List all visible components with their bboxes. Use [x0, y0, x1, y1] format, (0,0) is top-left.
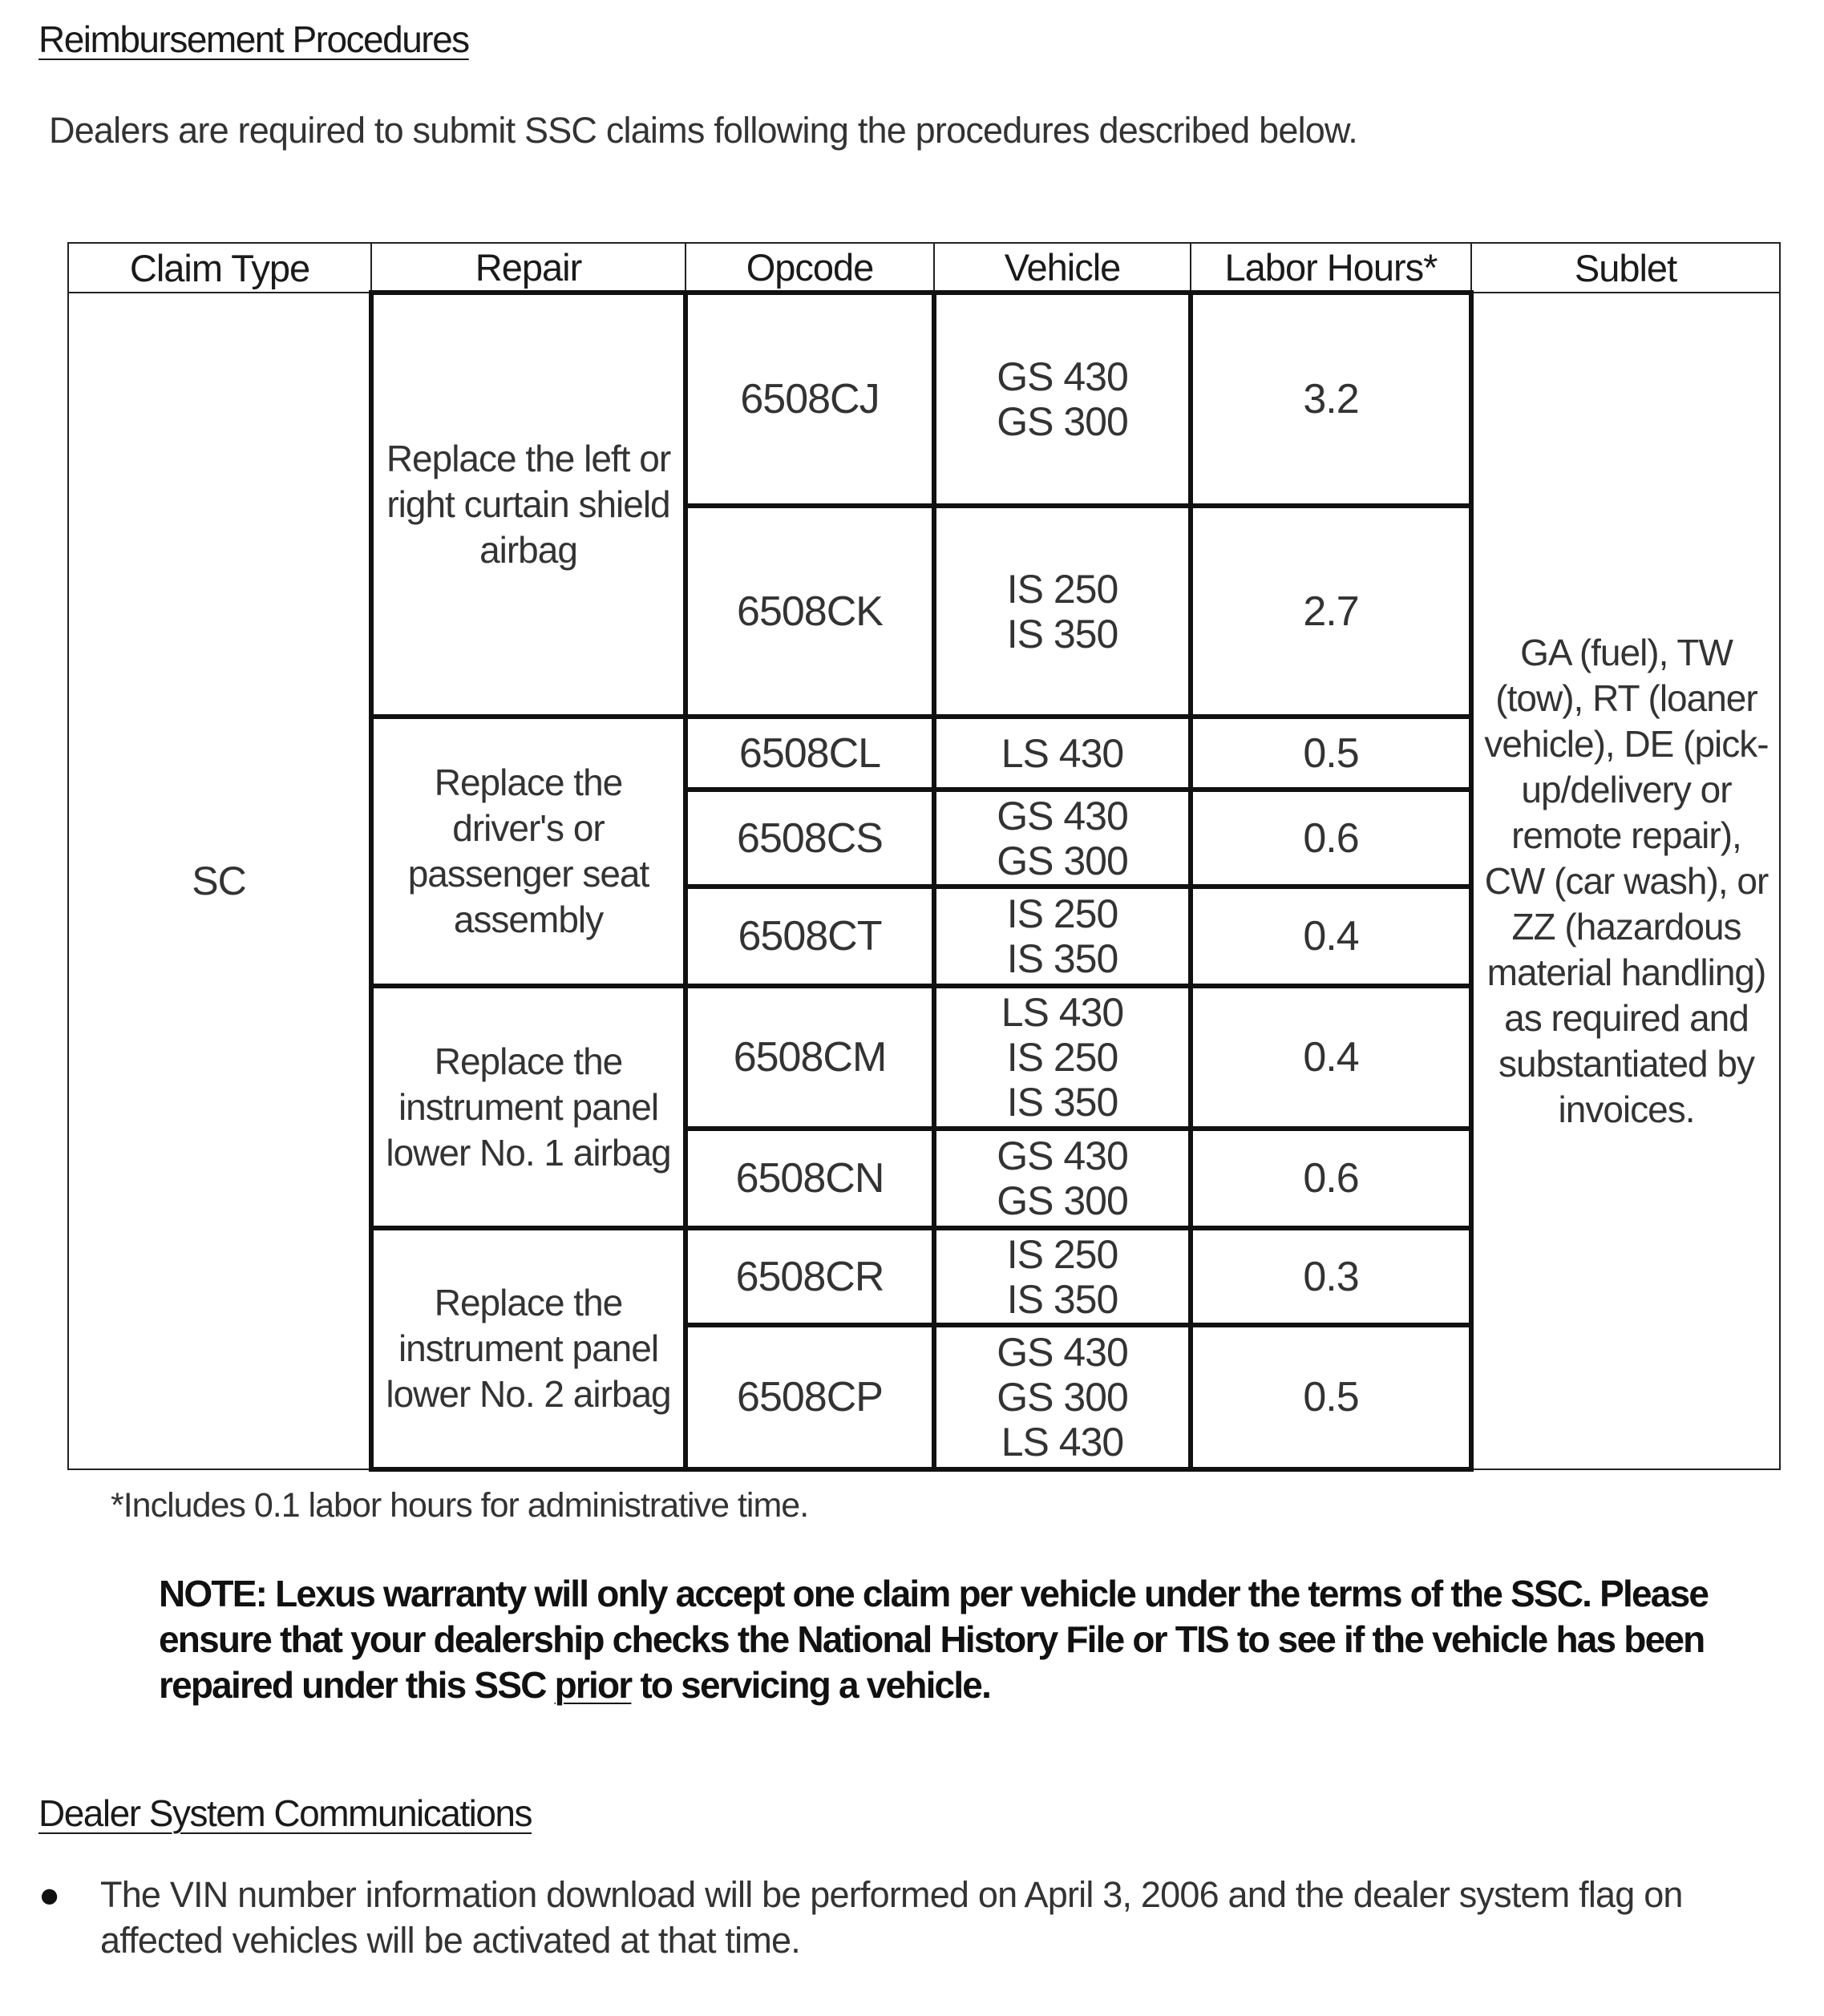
- vehicle-model: LS 430: [1001, 990, 1124, 1035]
- header-repair: Repair: [371, 243, 686, 293]
- reimbursement-heading: Reimbursement Procedures: [38, 18, 469, 60]
- warranty-note: [159, 1571, 1770, 1708]
- vehicle-model: IS 250: [1006, 891, 1118, 936]
- repair-cell: Replace the driver's or passenger seat assembly: [371, 717, 686, 986]
- vehicle-model: GS 430: [997, 1133, 1128, 1178]
- header-claim-type: Claim Type: [68, 243, 371, 293]
- labor-footnote: *Includes 0.1 labor hours for administrative time.: [111, 1486, 809, 1525]
- vehicle-cell: [934, 790, 1191, 887]
- vehicle-cell: [934, 986, 1191, 1129]
- labor-hours-cell: 2.7: [1191, 506, 1471, 717]
- claim-type-cell: SC: [68, 293, 371, 1469]
- vehicle-cell: [934, 506, 1191, 717]
- opcode-cell: 6508CT: [686, 887, 934, 986]
- vehicle-model: GS 430: [997, 354, 1128, 399]
- sublet-cell: GA (fuel), TW (tow), RT (loaner vehicle), DE (pick-up/delivery or remote repair), CW (car wash), or ZZ (hazardous material handling) as required and substantiated by invoices.: [1471, 293, 1780, 1469]
- repair-cell: Replace the instrument panel lower No. 1 airbag: [371, 986, 686, 1228]
- header-labor-hours: Labor Hours*: [1191, 243, 1471, 293]
- dealer-comm-list: [38, 1872, 1786, 1963]
- labor-hours-cell: 0.3: [1191, 1228, 1471, 1325]
- bullet-icon: ●: [38, 1874, 60, 1915]
- opcode-cell: 6508CL: [686, 717, 934, 790]
- note-text: NOTE: Lexus warranty will only accept one claim per vehicle under the terms of the SSC. Please ensure that your dealership checks the National History File or TIS to see if the vehicle has been repaired under this SSC: [159, 1573, 1709, 1706]
- vehicle-model: GS 300: [997, 399, 1128, 444]
- vehicle-model: IS 350: [1006, 1276, 1118, 1322]
- opcode-cell: 6508CS: [686, 790, 934, 887]
- vehicle-model: LS 430: [1001, 730, 1124, 776]
- repair-cell: Replace the left or right curtain shield airbag: [371, 293, 686, 717]
- vehicle-cell: [934, 717, 1191, 790]
- vehicle-cell: [934, 1129, 1191, 1228]
- list-item: [38, 1872, 1786, 1963]
- table-row: [68, 293, 1780, 506]
- opcode-cell: 6508CN: [686, 1129, 934, 1228]
- vehicle-model: GS 300: [997, 1178, 1128, 1223]
- vehicle-model: IS 350: [1006, 611, 1118, 657]
- vehicle-model: IS 250: [1006, 1231, 1118, 1277]
- vehicle-cell: [934, 1325, 1191, 1469]
- dealer-comm-heading: Dealer System Communications: [38, 1792, 532, 1834]
- opcode-cell: 6508CJ: [686, 293, 934, 506]
- labor-hours-cell: 3.2: [1191, 293, 1471, 506]
- vehicle-cell: [934, 1228, 1191, 1325]
- note-emphasis: prior: [554, 1664, 632, 1706]
- header-sublet: Sublet: [1471, 243, 1780, 293]
- opcode-cell: 6508CR: [686, 1228, 934, 1325]
- vehicle-model: IS 250: [1006, 1035, 1118, 1080]
- note-text-end: to servicing a vehicle.: [631, 1664, 991, 1706]
- header-opcode: Opcode: [686, 243, 934, 293]
- opcode-cell: 6508CK: [686, 506, 934, 717]
- vehicle-model: GS 430: [997, 1330, 1128, 1375]
- vehicle-model: IS 350: [1006, 936, 1118, 981]
- vehicle-model: GS 300: [997, 1375, 1128, 1420]
- labor-hours-cell: 0.6: [1191, 1129, 1471, 1228]
- vehicle-cell: [934, 293, 1191, 506]
- vehicle-model: IS 250: [1006, 566, 1118, 612]
- reimbursement-intro: Dealers are required to submit SSC claims following the procedures described below.: [49, 110, 1357, 151]
- table-header-row: [68, 243, 1780, 293]
- labor-hours-cell: 0.5: [1191, 717, 1471, 790]
- header-vehicle: Vehicle: [934, 243, 1191, 293]
- vehicle-model: GS 430: [997, 793, 1128, 838]
- labor-hours-cell: 0.4: [1191, 986, 1471, 1129]
- list-item-text: The VIN number information download will be performed on April 3, 2006 and the dealer system flag on affected vehicles will be activated at that time.: [100, 1874, 1683, 1961]
- vehicle-model: GS 300: [997, 838, 1128, 883]
- vehicle-model: LS 430: [1001, 1420, 1124, 1465]
- labor-hours-cell: 0.4: [1191, 887, 1471, 986]
- opcode-cell: 6508CP: [686, 1325, 934, 1469]
- vehicle-model: IS 350: [1006, 1080, 1118, 1125]
- labor-hours-cell: 0.5: [1191, 1325, 1471, 1469]
- labor-hours-cell: 0.6: [1191, 790, 1471, 887]
- opcode-cell: 6508CM: [686, 986, 934, 1129]
- repair-cell: Replace the instrument panel lower No. 2 airbag: [371, 1228, 686, 1469]
- reimbursement-table: [67, 242, 1781, 1472]
- vehicle-cell: [934, 887, 1191, 986]
